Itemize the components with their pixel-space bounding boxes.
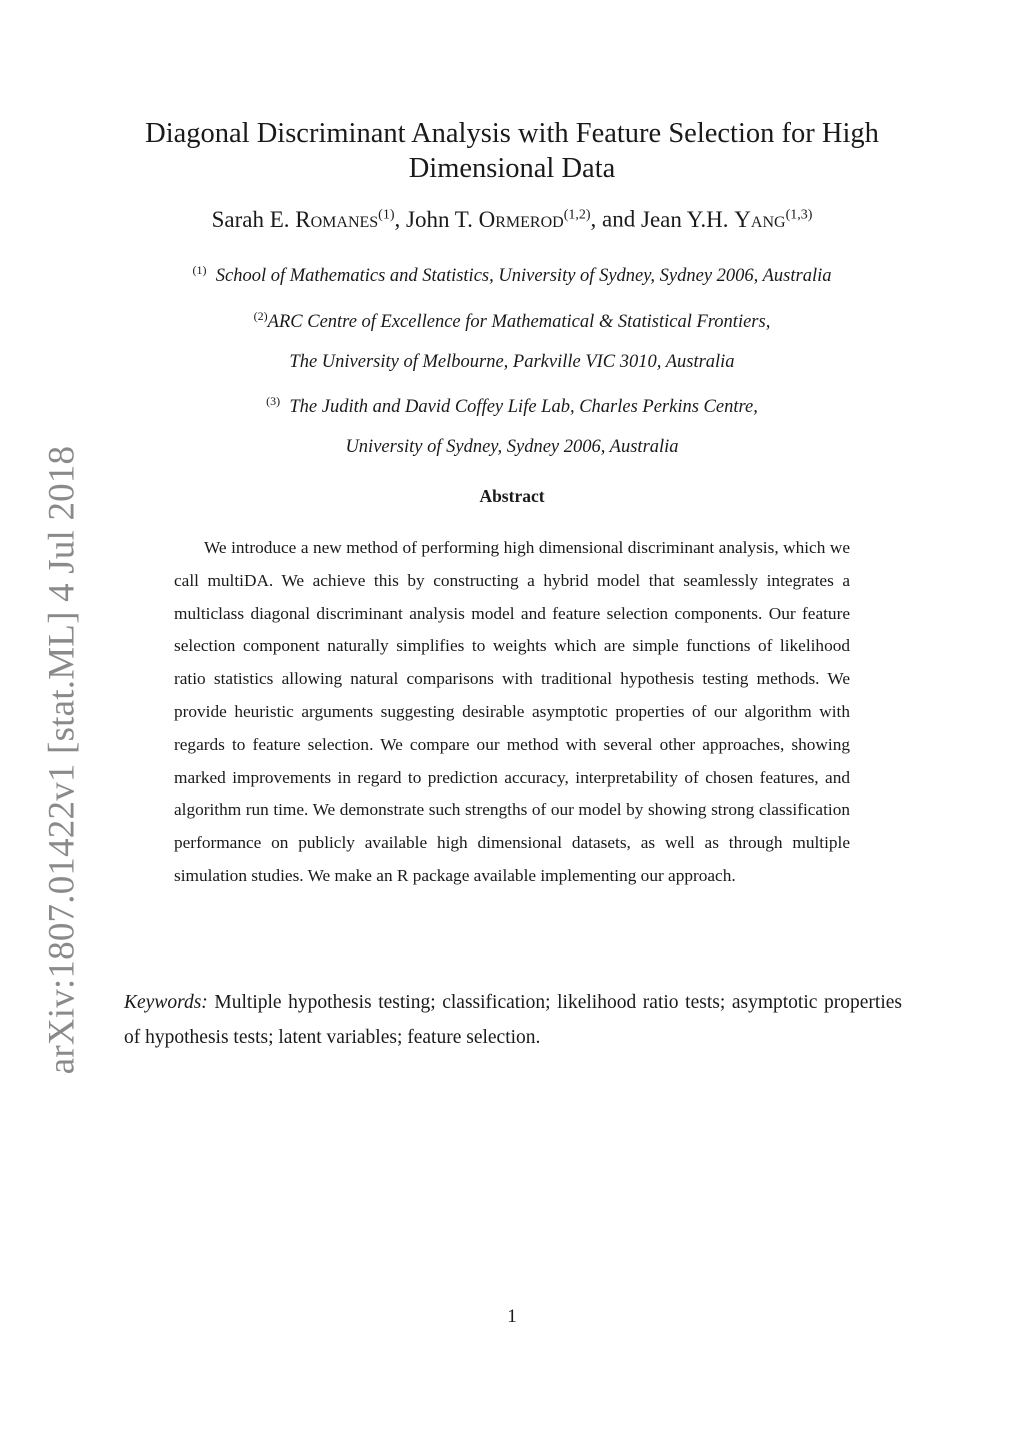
author-list: Sarah E. Romanes$^{(1)}$, John T. Ormerod$^{(1,2)}$, and Jean Y.H. Yang$^{(1,3)}$	[211, 206, 813, 232]
author-2-last-name: Ormerod	[478, 206, 564, 232]
affiliation-3-line-1: The Judith and David Coffey Life Lab, Charles Perkins Centre,	[289, 397, 758, 418]
author-3	[641, 207, 812, 232]
paper-title: Diagonal Discriminant Analysis with Feature Selection for High Dimensional Data	[145, 118, 879, 184]
author-2-affiliation-marker: (1,2)	[563, 207, 591, 222]
affiliation-3-line-2: University of Sydney, Sydney 2006, Australia	[345, 437, 679, 458]
author-1-last-name: Romanes	[295, 206, 379, 232]
abstract-text: We introduce a new method of performing high dimensional discriminant analysis, which we call multiDA. We achieve this by constructing a hybrid model that seamlessly integrates a multiclass diagonal discriminant analysis model and feature selection components. Our feature selection component naturally simplifies to weights which are simple functions of likelihood ratio statistics allowing natural comparisons with traditional hypothesis testing methods. We provide heuristic arguments suggesting desirable asymptotic properties of our algorithm with regards to feature selection. We compare our method with several other approaches, showing marked improvements in regard to prediction accuracy, interpretability of chosen features, and algorithm run time. We demonstrate such strengths of our model by showing strong classification performance on publicly available high dimensional datasets, as well as through multiple simulation studies. We make an R package available implementing our approach.	[174, 538, 850, 885]
affiliation-2	[112, 304, 912, 374]
author-conjunction: and	[602, 206, 636, 232]
affiliation-3-marker: (3)	[266, 394, 281, 408]
abstract-heading: Abstract	[479, 486, 545, 506]
author-1-first-name: Sarah E.	[211, 206, 290, 232]
author-3-last-name: Yang	[734, 206, 786, 232]
affiliation-1-line-1: School of Mathematics and Statistics, University of Sydney, Sydney 2006, Australia	[215, 266, 832, 287]
affiliation-1	[112, 258, 912, 288]
author-3-affiliation-marker: (1,3)	[785, 207, 813, 222]
affiliation-1-marker: (1)	[192, 263, 207, 277]
page-number: 1	[507, 1306, 517, 1327]
author-2	[406, 207, 591, 232]
keywords-section	[124, 985, 902, 1055]
affiliation-3	[112, 389, 912, 459]
author-3-first-name: Jean Y.H.	[641, 206, 729, 232]
keywords-text: Multiple hypothesis testing; classification; likelihood ratio tests; asymptotic properties of hypothesis tests; latent variables; feature selection.	[124, 992, 902, 1048]
keywords-label: Keywords:	[124, 992, 208, 1013]
affiliation-2-marker: (2)	[253, 309, 268, 323]
author-1	[212, 207, 395, 232]
affiliation-2-line-2: The University of Melbourne, Parkville VIC 3010, Australia	[289, 352, 735, 373]
arxiv-identifier-stamp: arXiv:1807.01422v1 [stat.ML] 4 Jul 2018	[41, 445, 83, 1075]
affiliation-2-line-1: ARC Centre of Excellence for Mathematical & Statistical Frontiers,	[267, 312, 771, 333]
author-1-affiliation-marker: (1)	[378, 207, 395, 222]
author-2-first-name: John T.	[406, 206, 473, 232]
